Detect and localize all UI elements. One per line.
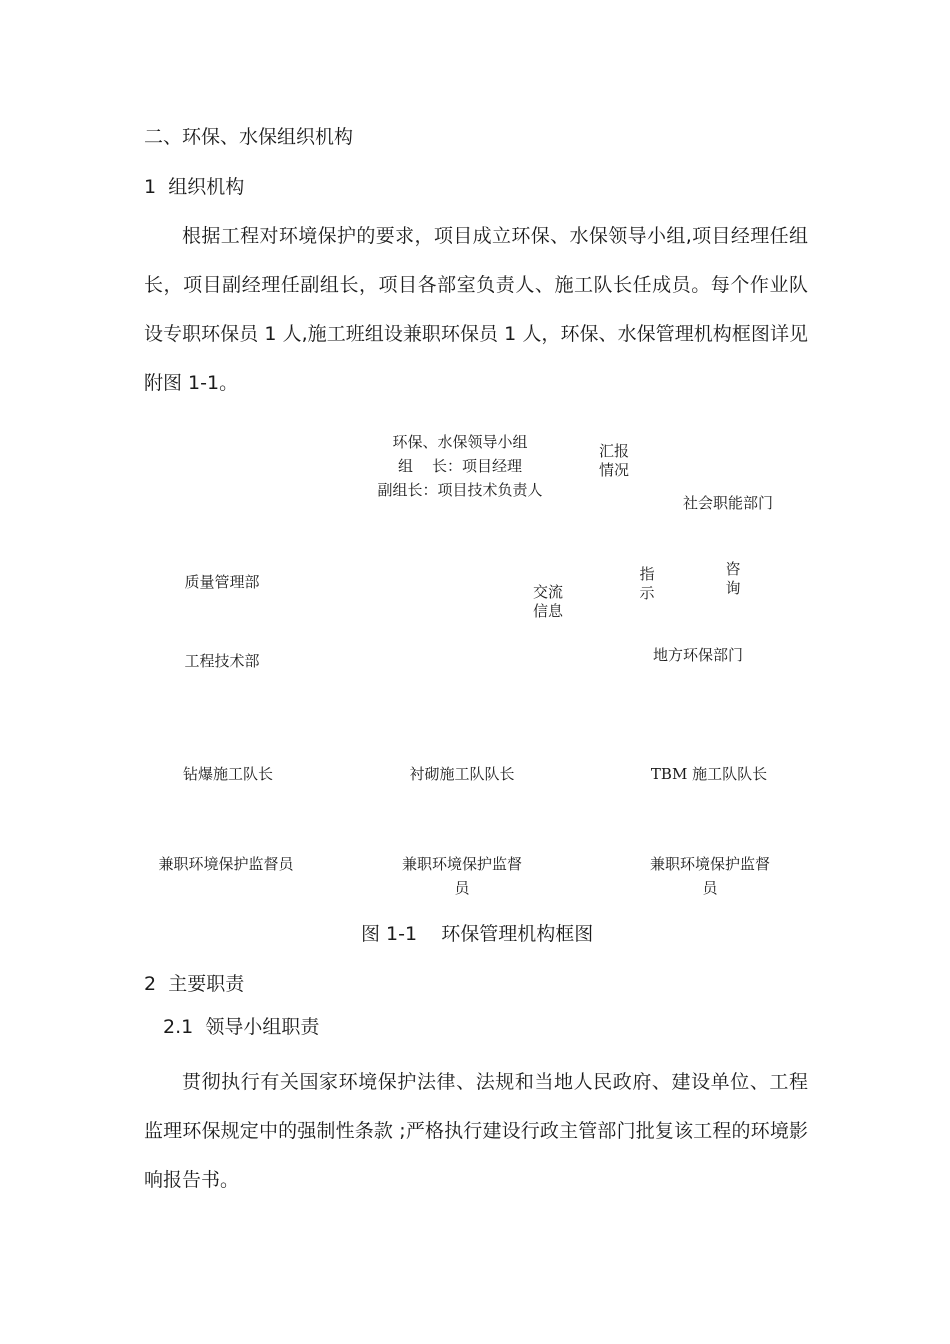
quality-dept-box: 质量管理部 [184, 573, 260, 591]
subsection-heading-2-1 [163, 1012, 319, 1039]
subsection-title: 主要职责 [168, 973, 245, 995]
exchange-info-label: 交流 信息 [532, 583, 563, 620]
social-dept-box: 社会职能部门 [682, 494, 773, 512]
supervisor-lining-box: 兼职环境保护监督 员 [401, 855, 522, 897]
subsection-heading-1 [144, 172, 244, 199]
subsection-title: 组织机构 [168, 176, 245, 198]
consult-label: 咨 询 [725, 560, 741, 597]
leader-group-box [360, 430, 560, 502]
figure-number: 图 1-1 [361, 923, 418, 945]
report-label: 汇报 情况 [598, 442, 629, 479]
team-leader-drilling-box: 钻爆施工队长 [182, 765, 273, 783]
section-title: 二、环保、水保组织机构 [144, 126, 354, 148]
org-paragraph: 根据工程对环境保护的要求，项目成立环保、水保领导小组,项目经理任组长，项目副经理任副组长，项目各部室负责人、施工队长任成员。每个作业队设专职环保员 1 人,施工班组设兼职环保员 1 人，环保、水保管理机构框图详见附图 1-1。 [144, 225, 808, 394]
leader-group-deputy: 副组长：项目技术负责人 [377, 481, 543, 499]
figure-title: 环保管理机构框图 [441, 923, 594, 945]
leader-group-title: 环保、水保领导小组 [392, 433, 528, 451]
subsection-title: 领导小组职责 [205, 1016, 320, 1038]
subsection-number: 2.1 [163, 1016, 194, 1038]
team-leader-lining-box: 衬砌施工队队长 [409, 765, 515, 783]
guide-label: 指 示 [639, 565, 655, 602]
duty-paragraph: 贯彻执行有关国家环境保护法律、法规和当地人民政府、建设单位、工程监理环保规定中的强制性条款 ;严格执行建设行政主管部门批复该工程的环境影响报告书。 [144, 1071, 808, 1191]
local-env-dept-box: 地方环保部门 [652, 646, 743, 664]
subsection-number: 1 [144, 176, 157, 198]
leader-group-head: 组 长：项目经理 [397, 457, 523, 475]
supervisor-drilling-box: 兼职环境保护监督员 [158, 855, 294, 873]
subsection-number: 2 [144, 973, 157, 995]
subsection-heading-2 [144, 969, 244, 996]
supervisor-tbm-box: 兼职环境保护监督 员 [649, 855, 770, 897]
team-leader-tbm-box: TBM 施工队队长 [650, 765, 768, 783]
engineering-dept-box: 工程技术部 [184, 652, 260, 670]
figure-caption [361, 919, 593, 946]
